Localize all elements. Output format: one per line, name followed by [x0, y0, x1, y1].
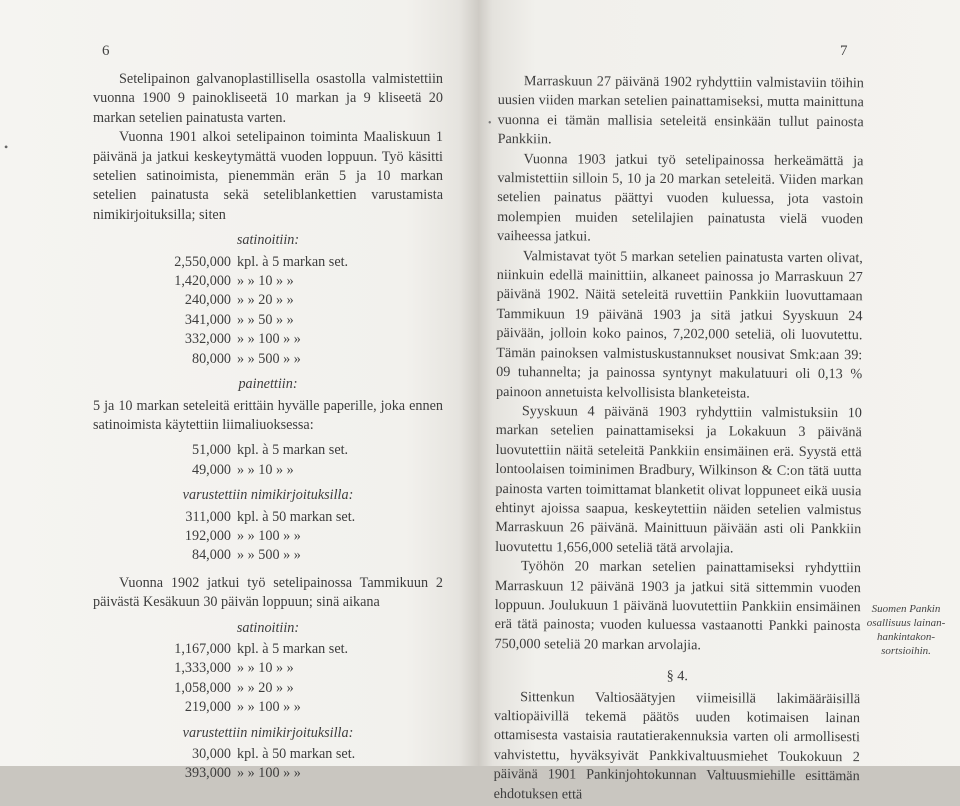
table-row [147, 350, 443, 369]
heading-satinoitiin-2: satinoitiin: [236, 619, 300, 636]
unit: » » 100 » » [237, 331, 301, 348]
quantity: 341,000 [184, 311, 231, 328]
unit: » » 10 » » [237, 273, 294, 290]
paragraph: Setelipainon galvanoplastillisella osastolla valmistettiin vuonna 1900 9 painokliseetä 10 markan ja 9 kliseetä 20 markan setelien painatusta varten. [93, 71, 443, 126]
table-row [147, 461, 443, 480]
unit: » » 20 » » [237, 679, 294, 696]
table-row [147, 546, 443, 565]
unit: kpl. à 5 markan set. [237, 640, 349, 657]
unit: » » 500 » » [237, 350, 301, 367]
left-page-text [93, 70, 443, 784]
quantity: 30,000 [191, 746, 231, 762]
table-row [147, 272, 443, 291]
table-row [147, 764, 443, 783]
quantity: 240,000 [184, 292, 231, 309]
paragraph: Vuonna 1902 jatkui työ setelipainossa Tammikuun 2 päivästä Kesäkuun 30 päivän loppuun; sinä aikana [93, 574, 443, 611]
unit: » » 100 » » [237, 765, 301, 782]
paragraph: Valmistavat työt 5 markan setelien painatusta varten olivat, niinkuin edellä mainittiin, alkaneet painossa jo Marraskuun 27 päivänä 1902. Näitä seteleitä ruvettiin Pankkiin luovuttamaan Tammikuun 19 päivänä 1903 ja sitä jatkui Syyskuun 24 päivään, jolloin koko painos, 7,202,000 seteliä, oli luovutettu. Tämän painoksen valmistuskustannukset nousivat Smk:aan 39: 09 tuhannelta; ja painossa syntynyt makulatuuri oli 0,13 % painoon annetuista kelvollisista blanketeista. [495, 247, 863, 402]
table-row [147, 441, 443, 460]
table-row [147, 508, 443, 527]
quantity: 80,000 [191, 350, 231, 367]
table-row [147, 311, 443, 330]
page-number-left: 6 [102, 43, 110, 59]
table-row [147, 527, 443, 546]
table-row [147, 330, 443, 349]
margin-dot: • [488, 118, 492, 129]
table-row [147, 679, 443, 698]
paragraph: Työhön 20 markan setelien painattamiseksi ryhdyttiin Marraskuun 12 päivänä 1903 ja jatkui sitä sittemmin vuoden loppuun. Joulukuun 1 päivänä luovutettiin Pankkiin ensimäinen erä tätä painosta; vuoden kuluessa vastaanotti Pankki painosta 750,000 seteliä 20 markan arvolajia. [494, 558, 862, 654]
paragraph: Vuonna 1903 jatkui työ setelipainossa herkeämättä ja valmistettiin silloin 5, 10 ja 20 markan seteleitä. Viiden markan setelien painatus päättyi vuoden kuluessa, jota vastoin molempien muiden setelilajien painatusta vielä vuoden vaiheessa jatkui. [496, 150, 864, 245]
table-row [147, 640, 443, 659]
table-satinoitiin-2 [147, 640, 443, 718]
table-varustettiin-2 [147, 745, 443, 784]
paragraph: Sittenkun Valtiosäätyjen viimeisillä lakimääräisillä valtiopäivillä tekemä päätös uuden kotimaisen lainan ottamisesta vastaisia rautatierakennuksia varten oli armollisesti vahvistettu, hyväksyivät Pankkivaltuusmiehet Toukokuun 2 päivänä 1901 Pankinjohtokunnan Valtuusmiehille esittämän ehdotuksen että [493, 688, 861, 803]
unit: » » 20 » » [237, 292, 294, 309]
quantity: 393,000 [184, 765, 231, 782]
heading-varustettiin-2: varustettiin nimikirjoituksilla: [182, 724, 354, 741]
quantity: 49,000 [191, 461, 231, 478]
unit: kpl. à 5 markan set. [237, 442, 349, 459]
quantity: 311,000 [185, 508, 231, 525]
heading-satinoitiin: satinoitiin: [236, 232, 300, 249]
section-title: § 4. [666, 668, 689, 685]
quantity: 1,420,000 [174, 273, 231, 290]
quantity: 219,000 [184, 699, 231, 716]
unit: » » 10 » » [237, 660, 294, 677]
unit: » » 10 » » [237, 461, 294, 478]
margin-dot: • [4, 140, 9, 154]
quantity: 332,000 [184, 331, 231, 348]
table-painettiin [147, 441, 443, 480]
table-row [147, 745, 443, 764]
unit: kpl. à 50 markan set. [237, 746, 356, 762]
unit: » » 100 » » [237, 527, 301, 544]
table-row [147, 291, 443, 310]
quantity: 1,167,000 [174, 640, 231, 657]
table-varustettiin [147, 508, 443, 566]
quantity: 1,333,000 [174, 660, 231, 677]
heading-painettiin: painettiin: [238, 376, 298, 393]
quantity: 2,550,000 [174, 253, 231, 270]
right-page-text [494, 72, 864, 806]
heading-varustettiin: varustettiin nimikirjoituksilla: [182, 487, 354, 504]
paragraph: 5 ja 10 markan seteleitä erittäin hyvälle paperille, joka ennen satinoimista käytettiin liimaliuoksessa: [93, 397, 443, 433]
table-row [147, 253, 443, 272]
table-satinoitiin [147, 253, 443, 369]
unit: kpl. à 5 markan set. [237, 253, 349, 270]
paragraph: Vuonna 1901 alkoi setelipainon toiminta Maaliskuun 1 päivänä ja jatkui keskeytymättä vuoden loppuun. Työ käsitti setelien satinoimista, pienemmän erän 5 ja 10 markan setelien painatusta sekä seteliblankettien varustamista nimikirjoituksilla; siten [93, 129, 443, 223]
table-row [147, 698, 443, 717]
unit: » » 50 » » [237, 311, 294, 328]
quantity: 1,058,000 [174, 679, 231, 696]
quantity: 51,000 [191, 442, 231, 459]
paragraph: Syyskuun 4 päivänä 1903 ryhdyttiin valmistuksiin 10 markan setelien painattamiseksi ja Lokakuun 3 päivänä luovutettiin näitä seteleitä Pankkiin ensimäinen erä. Syystä että lontoolaisen toiminimen Bradbury, Wilkinson & C:on tätä uutta painosta varten toimittamat blanketit olivat loppuneet eikä uusia ehtinyt ajoissa saapua, keskeytettiin näiden setelien valmistus Marraskuun 26 päivänä. Mainittuun päivään asti oli Pankkiin luovutettu 1,656,000 seteliä tätä arvolajia. [495, 403, 862, 557]
quantity: 84,000 [191, 547, 231, 564]
unit: » » 500 » » [237, 547, 301, 564]
margin-note: Suomen Pankin osallisuus lainan-hankintakon-sortsioihin. [866, 603, 946, 657]
paragraph: Marraskuun 27 päivänä 1902 ryhdyttiin valmistaviin töihin uusien viiden markan setelien painattamiseksi, mutta mainittuna vuonna ei tämän mallisia seteleitä ensinkään tullut painosta Pankkiin. [497, 73, 864, 148]
page-number-right: 7 [840, 43, 848, 59]
unit: kpl. à 50 markan set. [237, 508, 356, 525]
quantity: 192,000 [184, 527, 231, 544]
unit: » » 100 » » [237, 699, 301, 716]
table-row [147, 659, 443, 678]
